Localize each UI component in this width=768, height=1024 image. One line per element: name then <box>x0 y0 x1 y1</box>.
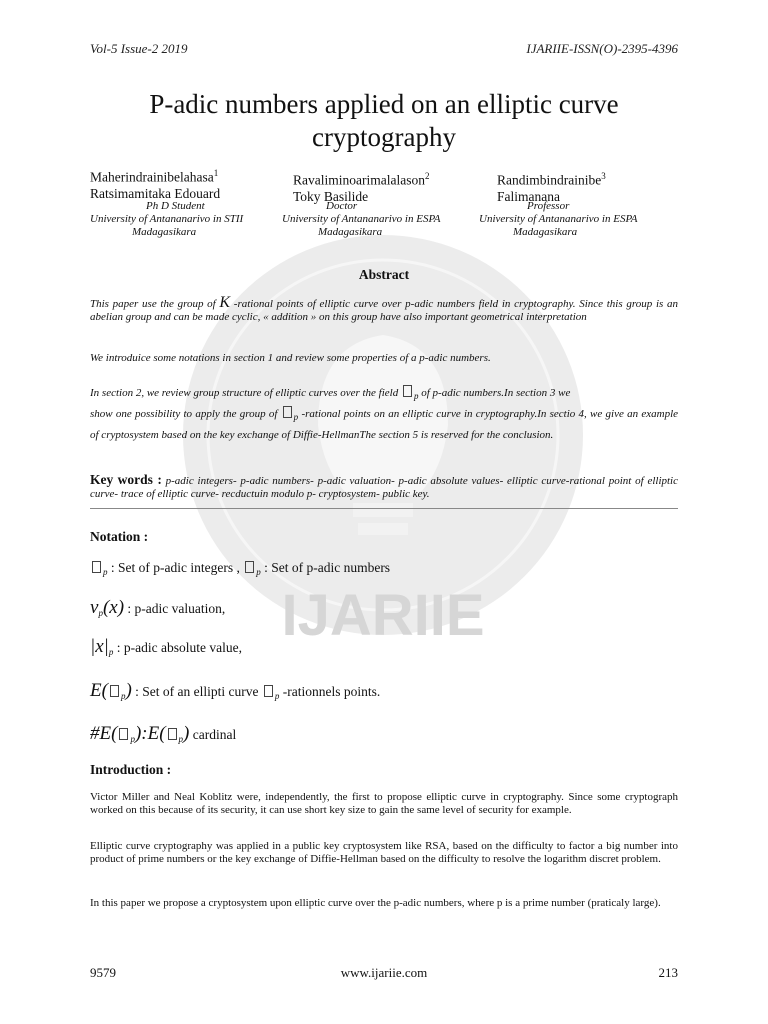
abstract-p3-a: In section 2, we review group structure of elliptic curves over the field <box>90 387 399 399</box>
curve-e-symbol: E( <box>90 680 108 701</box>
notation-line1-a: : Set of p-adic integers , <box>110 560 240 575</box>
notation-line-1 <box>90 560 390 577</box>
abs-value-symbol: |x| <box>90 636 109 657</box>
author-1-country: Madagasikara <box>132 226 197 238</box>
keywords-text: p-adic integers- p-adic numbers- p-adic valuation- p-adic absolute values- elliptic curve-rational point of elliptic curve- trace of elliptic curve- recductuin modulo p- cryptosystem- public key. <box>90 475 678 500</box>
abstract-p3-d: -rational points on an elliptic curve in cryptography.In sectio 4, we give an example of cryptosystem based on the key exchange of Diffie-HellmanThe section 5 is reserved for the conclusion. <box>90 408 679 441</box>
author-1-name: Maherindrainibelahasa <box>90 169 214 185</box>
abstract-p1-b: -rational points of elliptic curve over p-adic numbers field in cryptography. Since this group is an abelian group and can be made cyclic, « addition » on this group have also important geometrical interpretation <box>90 298 678 323</box>
notation-line1-b: : Set of p-adic numbers <box>264 560 391 575</box>
author-2-affiliation <box>282 200 482 239</box>
notation-sub-p-4: p <box>108 647 114 657</box>
notation-sub-p-8: p <box>178 734 184 744</box>
author-3-affiliation <box>479 200 679 239</box>
author-1-affiliation <box>90 200 280 239</box>
abstract-p3-b: of p-adic numbers.In section 3 we <box>421 387 571 399</box>
notation-line2: : p-adic valuation, <box>127 601 226 616</box>
header-issn: IJARIIE-ISSN(O)-2395-4396 <box>526 41 678 56</box>
notation-sub-p-3: p <box>98 608 103 618</box>
introduction-paragraph-1: Victor Miller and Neal Koblitz were, independently, the first to propose elliptic curve in cryptography. Since some cryptograph worked on this because of its security, it can use short key size to gain the same level of security for example. <box>90 791 678 816</box>
valuation-arg: (x) <box>102 597 125 618</box>
notation-line5: cardinal <box>192 727 237 742</box>
footer-page-number: 213 <box>658 965 678 980</box>
title-line-1: P-adic numbers applied on an elliptic curve <box>149 89 619 119</box>
cardinal-hash-symbol: #E( <box>90 723 118 744</box>
section-divider <box>90 508 678 509</box>
author-3-name: Randimbindrainibe <box>497 172 602 188</box>
introduction-paragraph-3: In this paper we propose a cryptosystem upon elliptic curve over the p-adic numbers, where p is a prime number (praticaly large). <box>90 897 661 909</box>
author-2-sup: 2 <box>424 171 430 181</box>
qp-field-icon <box>403 385 412 397</box>
abstract-k-symbol: K <box>219 294 231 311</box>
introduction-paragraph-2: Elliptic curve cryptography was applied in a public key cryptosystem like RSA, based on the difficulty to factor a big number into product of prime numbers or the key exchange of Diffie-Hellman based on the difficulty to resolve the logarithm discret problem. <box>90 840 678 865</box>
author-2-role: Doctor <box>326 200 358 212</box>
notation-sub-p-1: p <box>103 567 108 577</box>
notation-sub-p-6: p <box>274 691 280 701</box>
zp-set-icon <box>92 561 101 573</box>
abstract-p1-a: This paper use the group of <box>90 298 220 310</box>
introduction-heading: Introduction : <box>90 762 172 777</box>
author-1-sup: 1 <box>213 168 219 178</box>
footer-website[interactable]: www.ijariie.com <box>340 965 428 980</box>
abstract-paragraph-1 <box>90 296 678 324</box>
abstract-heading: Abstract <box>358 267 410 282</box>
qp-field-icon-2 <box>283 406 292 418</box>
author-1-role: Ph D Student <box>146 200 205 212</box>
cardinal-colon-e: :E( <box>141 723 166 744</box>
title-line-2: cryptography <box>312 122 456 152</box>
qp-icon-6 <box>168 728 177 740</box>
notation-line4-b: -rationnels points. <box>282 684 381 699</box>
header-volume: Vol-5 Issue-2 2019 <box>90 41 188 56</box>
notation-sub-p-7: p <box>130 734 135 744</box>
author-2-name2: Toky Basilide <box>293 188 369 204</box>
keywords-label: Key words : <box>90 472 162 487</box>
abstract-paragraph-3 <box>90 384 678 444</box>
notation-line-2 <box>90 597 225 619</box>
notation-line4-a: : Set of an ellipti curve <box>135 684 259 699</box>
abstract-paragraph-2: We introduice some notations in section 1 and review some properties of a p-adic numbers. <box>90 352 491 364</box>
author-1-name2: Ratsimamitaka Edouard <box>90 185 221 201</box>
author-2-name: Ravaliminoarimalalason <box>293 172 425 188</box>
author-3-sup: 3 <box>601 171 606 181</box>
keywords <box>90 473 678 501</box>
author-3-name2: Falimanana <box>497 188 560 204</box>
author-1-affil: University of Antananarivo in STII <box>90 213 244 225</box>
notation-sub-p-2: p <box>256 567 261 577</box>
footer-paper-id: 9579 <box>90 965 116 980</box>
author-3-role: Professor <box>527 200 570 212</box>
paper-title <box>0 88 768 154</box>
notation-line-4 <box>90 680 380 702</box>
qp-set-icon <box>245 561 254 573</box>
notation-line3: : p-adic absolute value, <box>116 640 242 655</box>
qp-icon-5 <box>119 728 128 740</box>
author-3-country: Madagasikara <box>513 226 578 238</box>
author-3-affil: University of Antananarivo in ESPA <box>479 213 638 225</box>
abstract-sub-p-2: p <box>293 412 299 422</box>
cardinal-close-1: ) <box>134 723 142 744</box>
notation-heading: Notation : <box>90 529 149 544</box>
abstract-p3-c: show one possibility to apply the group of <box>90 408 278 420</box>
cardinal-close-2: ) <box>183 723 190 744</box>
abstract-sub-p-1: p <box>413 391 419 401</box>
notation-line-3 <box>90 636 242 658</box>
qp-icon-3 <box>110 685 119 697</box>
curve-e-close: ) <box>125 680 132 701</box>
author-2-affil: University of Antananarivo in ESPA <box>282 213 441 225</box>
author-1 <box>90 165 220 202</box>
qp-icon-4 <box>264 685 273 697</box>
author-2-country: Madagasikara <box>318 226 383 238</box>
valuation-symbol: v <box>90 597 99 618</box>
watermark-text: IJARIIE <box>281 583 485 648</box>
notation-sub-p-5: p <box>120 691 126 701</box>
notation-line-5 <box>90 723 236 745</box>
